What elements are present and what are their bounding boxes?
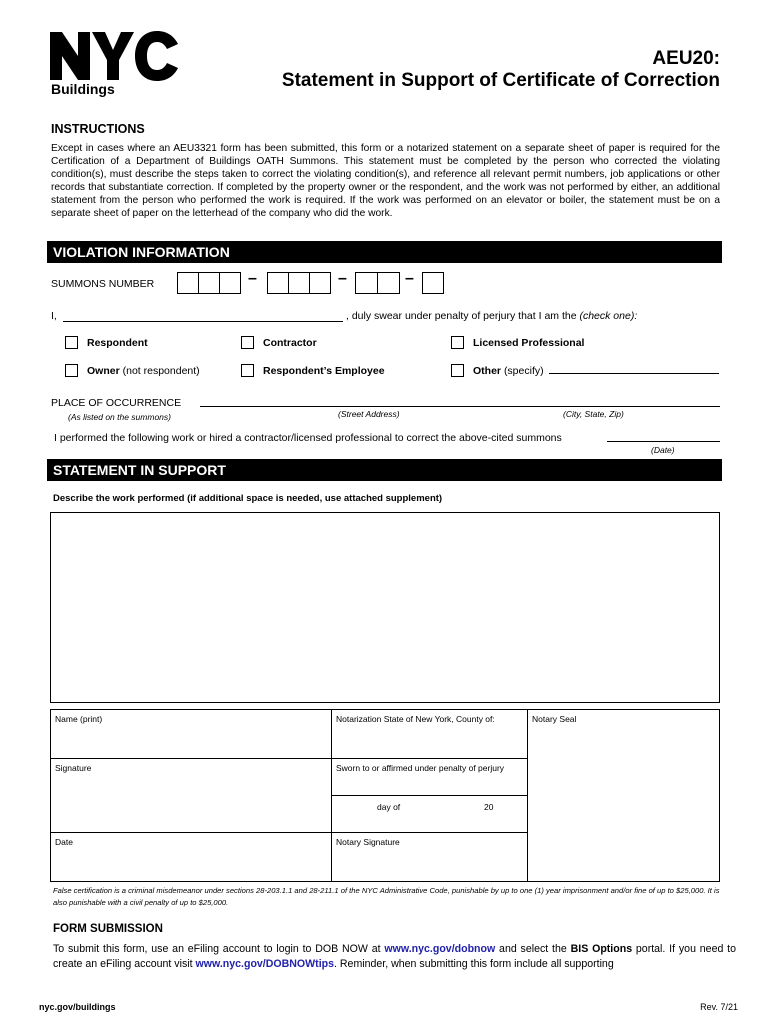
logo-subtitle: Buildings xyxy=(51,81,115,97)
city-state-zip-note: (City, State, Zip) xyxy=(563,409,624,419)
work-description-field[interactable] xyxy=(50,512,720,703)
respondent-checkbox[interactable] xyxy=(65,336,78,349)
year-label: 20 xyxy=(484,802,494,812)
notary-seal-cell: Notary Seal xyxy=(527,709,720,882)
nyc-logo xyxy=(50,30,180,82)
contractor-label: Contractor xyxy=(263,337,317,349)
summons-dash-2: – xyxy=(338,270,347,287)
summons-part-3[interactable] xyxy=(355,272,400,294)
dobnow-tips-link[interactable]: www.nyc.gov/DOBNOWtips xyxy=(195,958,335,970)
respondent-employee-label: Respondent’s Employee xyxy=(263,365,385,377)
name-print-cell[interactable]: Name (print) xyxy=(50,709,332,759)
place-of-occurrence-label: PLACE OF OCCURRENCE xyxy=(51,397,182,409)
form-submission-heading: FORM SUBMISSION xyxy=(53,923,163,935)
summons-part-2[interactable] xyxy=(267,272,331,294)
day-of-label: day of xyxy=(377,802,401,812)
notary-signature-cell[interactable]: Notary Signature xyxy=(331,832,528,882)
signature-cell[interactable]: Signature xyxy=(50,758,332,833)
respondent-employee-checkbox[interactable] xyxy=(241,364,254,377)
footer-website: nyc.gov/buildings xyxy=(39,1002,116,1012)
name-line[interactable] xyxy=(63,321,343,322)
place-note: (As listed on the summons) xyxy=(68,412,171,422)
licensed-professional-label: Licensed Professional xyxy=(473,337,585,349)
contractor-checkbox[interactable] xyxy=(241,336,254,349)
swear-statement: , duly swear under penalty of perjury that I am the (check one): xyxy=(346,310,638,322)
summons-part-1[interactable] xyxy=(177,272,241,294)
form-submission-text: To submit this form, use an eFiling account to login to DOB NOW at www.nyc.gov/dobnow and select the BIS Options portal. If you need to create an eFiling account visit www.nyc.gov/DOBNOWtips. Reminder, when submitting this form include all supporting xyxy=(53,943,737,970)
date-cell[interactable]: Date xyxy=(50,832,332,882)
statement-in-support-bar: STATEMENT IN SUPPORT xyxy=(47,459,722,481)
place-of-occurrence-line[interactable] xyxy=(200,406,720,407)
street-address-note: (Street Address) xyxy=(338,409,400,419)
owner-label: Owner (not respondent) xyxy=(87,365,200,377)
performed-statement: I performed the following work or hired a contractor/licensed professional to correct the above-cited summons xyxy=(54,432,562,444)
i-label: I, xyxy=(51,310,57,322)
sworn-cell: Sworn to or affirmed under penalty of perjury xyxy=(331,758,528,796)
notarization-county-cell[interactable]: Notarization State of New York, County of: xyxy=(331,709,528,759)
form-title: Statement in Support of Certificate of Correction xyxy=(281,70,720,91)
instructions-text: Except in cases where an AEU3321 form has been submitted, this form or a notarized statement on a separate sheet of paper is required for the Certification of a Department of Buildings OATH Summons. This statement must be completed by the person who corrected the violating condition(s), must describe the steps taken to correct the violating condition(s), and reference all relevant permit numbers, job applications or other records that substantiate correction. If completed by the property owner or the respondent, and the work was not performed by either, an additional statement from the person who performed the work is required. If the work was performed on an elevator or boiler, the statement must be on a separate sheet of paper on the letterhead of the company who did the work. xyxy=(51,143,720,220)
summons-number-label: SUMMONS NUMBER xyxy=(51,278,155,290)
summons-dash-3: – xyxy=(405,270,414,287)
date-line[interactable] xyxy=(607,441,720,442)
instructions-heading: INSTRUCTIONS xyxy=(51,122,145,136)
other-label: Other (specify) xyxy=(473,365,544,377)
day-of-cell[interactable] xyxy=(331,795,528,833)
respondent-label: Respondent xyxy=(87,337,148,349)
summons-part-4[interactable] xyxy=(422,272,444,294)
date-note: (Date) xyxy=(651,445,675,455)
violation-info-bar: VIOLATION INFORMATION xyxy=(47,241,722,263)
summons-dash-1: – xyxy=(248,270,257,287)
footer-revision: Rev. 7/21 xyxy=(700,1002,738,1012)
false-certification-notice: False certification is a criminal misdemeanor under sections 28-203.1.1 and 28-211.1 of the NYC Administrative Code, punishable by up to one (1) year imprisonment and/or fine of up to $25,000. It is also punishable with a civil penalty of up to $25,000. xyxy=(53,886,720,907)
licensed-professional-checkbox[interactable] xyxy=(451,336,464,349)
other-specify-line[interactable] xyxy=(549,373,719,374)
form-number: AEU20: xyxy=(652,48,720,69)
other-checkbox[interactable] xyxy=(451,364,464,377)
owner-checkbox[interactable] xyxy=(65,364,78,377)
describe-work-label: Describe the work performed (if additional space is needed, use attached supplement) xyxy=(53,493,443,504)
dobnow-link[interactable]: www.nyc.gov/dobnow xyxy=(384,943,496,955)
